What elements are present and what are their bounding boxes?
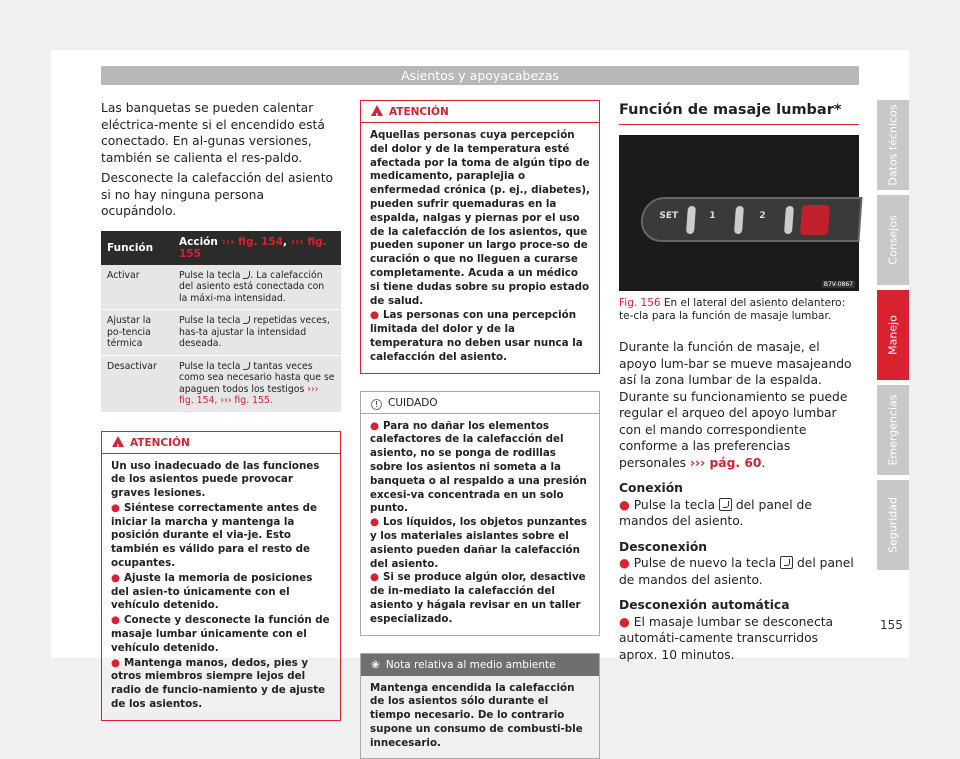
lumbar-massage-button [800,205,830,235]
table-header-funcion: Función [101,231,173,265]
memory-2-label: 2 [759,211,766,221]
caution-body [361,414,599,635]
list-item [111,572,331,613]
caption-text: En el lateral del asiento delantero: te-cla para la función de masaje lumbar. [619,297,845,322]
warning-header [102,432,340,454]
warning-lead: Aquellas personas cuya percepción del dolor y de la temperatura esté afectada por la toma de algún tipo de medicamento, paraplejia o enfermedad crónica (p. ej., diabetes), pueden sufrir quemaduras en la espalda, nalgas y piernas por el uso de la calefacción de los asientos, que pueden suponer un largo proce-so de curación o que no lleguen a curarse completamente. Acuda a un médico si tiene dudas sobre su propio estado de salud. [370,129,590,308]
bullet-icon: ● [370,516,379,528]
list-item [370,516,590,571]
bullet-icon: ● [111,502,120,514]
caution-box [360,391,600,636]
table-cell-function: Activar [101,265,173,310]
list-item-text: Las personas con una percepción limitada del dolor y de la temperatura no deben usar nunca la calefacción del asiento. [370,309,583,362]
warning-title: ATENCIÓN [389,106,449,118]
list-item-text: Conecte y desconecte la función de masaje lumbar únicamente con el vehículo detenido. [111,614,330,654]
intro-paragraph-2: Desconecte la calefacción del asiento si no hay ninguna persona ocupándolo. [101,170,341,220]
massage-key-icon [719,498,732,511]
list-item [370,420,590,517]
table-row [101,310,341,356]
table-row [101,265,341,310]
warning-box-2 [360,100,600,374]
tab-label: Seguridad [887,497,900,553]
conexion-heading: Conexión [619,480,859,497]
tab-label: Datos técnicos [887,104,900,185]
list-item [111,614,331,655]
memory-1-button [734,206,744,234]
massage-key-icon [780,556,793,569]
column-3 [619,100,859,663]
bullet-icon: ● [370,571,379,583]
desconexion-heading: Desconexión [619,539,859,556]
action-text: repetidas veces, has-ta ajustar la intensidad deseada. [179,315,330,349]
page-number: 155 [880,618,903,632]
action-text: Pulse la tecla [179,315,243,326]
list-item-text: Mantenga manos, dedos, pies y otros miembros siempre lejos del radio de funcio-namiento y de ajuste de los asientos. [111,657,325,710]
bullet-icon: ● [619,498,630,512]
list-item-text: Si se produce algún olor, desactive de in-mediato la calefacción del asiento y hágala revisar en un taller especializado. [370,571,586,624]
action-text: tantas veces como sea necesario hasta que se apaguen todos los testigos [179,361,335,395]
warning-box-1 [101,431,341,721]
column-1 [101,100,341,721]
figure-caption [619,297,859,323]
bullet-icon: ● [370,420,379,432]
tab-emergencias[interactable] [877,385,909,475]
warning-title: ATENCIÓN [130,437,190,449]
bullet-icon: ● [370,309,379,321]
tab-label: Manejo [887,315,900,355]
bullet-icon: ● [619,615,630,629]
exclamation-circle-icon: ! [371,399,382,410]
caution-header [361,392,599,414]
environment-note-body: Mantenga encendida la calefacción de los asientos sólo durante el tiempo necesario. De lo contrario supone un consumo de combusti-ble innecesario. [361,676,599,759]
table-cell-function: Ajustar la po-tencia térmica [101,310,173,356]
table-cell-function: Desactivar [101,355,173,412]
table-cell-action [173,265,341,310]
list-item [111,657,331,712]
tab-label: Consejos [887,215,900,264]
section-title: Función de masaje lumbar* [619,102,859,125]
desconexion-item [619,555,859,588]
desconexion-text: Pulse de nuevo la tecla [634,556,780,570]
warning-lead: Un uso inadecuado de las funciones de los asientos puede provocar graves lesiones. [111,460,331,501]
desconexion-text-end: del panel de mandos del asiento. [619,556,854,587]
memory-2-button [784,206,794,234]
table-cell-action [173,310,341,356]
tab-seguridad[interactable] [877,480,909,570]
warning-triangle-icon [371,105,383,116]
list-item-text: Para no dañar los elementos calefactores de la calefacción del asiento, no se ponga de rodillas sobre los asientos ni someta a la banqueta o al respaldo a una presión excesi-va concentrada en un solo punto. [370,420,587,515]
table-row [101,355,341,412]
list-item-text: Ajuste la memoria de posiciones del asien-to únicamente con el vehículo detenido. [111,572,312,612]
fig-ref-154-link[interactable]: ››› fig. 154 [222,236,284,248]
table-header-accion [173,231,341,265]
list-item [370,309,590,364]
action-text: Pulse la tecla [179,361,243,372]
set-label: SET [659,211,678,221]
caution-title: CUIDADO [388,397,438,409]
seat-control-figure [619,135,859,291]
list-item [111,502,331,571]
auto-off-text: El masaje lumbar se desconecta automáti-camente transcurridos aprox. 10 minutos. [619,615,833,662]
set-button [686,206,696,234]
figure-label: Fig. 156 [619,297,661,309]
chapter-tabs [877,100,909,575]
seat-control-panel [639,197,862,242]
intro-paragraph-1: Las banquetas se pueden calentar eléctrica-mente si el encendido está conectado. En al-gunas versiones, también se calienta el res-paldo. [101,100,341,166]
memory-1-label: 1 [709,211,716,221]
tab-label: Emergencias [887,394,900,465]
tab-manejo[interactable] [877,290,909,380]
environment-note-title: Nota relativa al medio ambiente [386,659,556,671]
fig-ref-155-link[interactable]: ››› fig. 155 [179,236,327,260]
tab-datos-tecnicos[interactable] [877,100,909,190]
tab-consejos[interactable] [877,195,909,285]
auto-off-item [619,614,859,664]
auto-off-heading: Desconexión automática [619,597,859,614]
table-header-row [101,231,341,265]
function-table [101,231,341,413]
description-end: . [761,456,765,470]
bullet-icon: ● [111,657,120,669]
table-header-sep: , [283,236,291,248]
fig-ref-link[interactable]: ››› fig. 154, ››› fig. 155. [179,384,318,407]
chapter-header: Asientos y apoyacabezas [101,66,859,85]
bullet-icon: ● [111,614,120,626]
action-text: Pulse la tecla [179,270,243,281]
environment-note-header [361,654,599,676]
warning-body [102,454,340,720]
massage-description [619,339,859,471]
table-header-accion-label: Acción [179,236,222,248]
environment-note-box [360,653,600,759]
conexion-text-end: del panel de mandos del asiento. [619,498,812,529]
column-2 [360,100,600,759]
warning-body [361,123,599,373]
conexion-text: Pulse la tecla [634,498,719,512]
page-ref-link[interactable]: ››› pág. 60 [690,456,761,470]
list-item-text: Los líquidos, los objetos punzantes y los materiales aislantes sobre el asiento pueden dañar la calefacción del asiento. [370,516,587,569]
figure-code: B7V-0867 [822,281,855,288]
list-item [370,571,590,626]
bullet-icon: ● [111,572,120,584]
description-text: Durante la función de masaje, el apoyo lum-bar se mueve masajeando así la zona lumbar de la espalda. Durante su funcionamiento se puede regular el arqueo del apoyo lumbar con el mando correspondiente conforme a las preferencias personales [619,340,852,470]
warning-header [361,101,599,123]
warning-triangle-icon [112,436,124,447]
conexion-item [619,497,859,530]
eco-leaf-icon: ❀ [371,659,380,671]
action-text: . La calefacción del asiento está conectada con la máxi-ma intensidad. [179,270,324,304]
table-cell-action [173,355,341,412]
bullet-icon: ● [619,556,630,570]
list-item-text: Siéntese correctamente antes de iniciar la marcha y mantenga la posición durante el via-je. Esto también es válido para el resto de ocupantes. [111,502,317,569]
